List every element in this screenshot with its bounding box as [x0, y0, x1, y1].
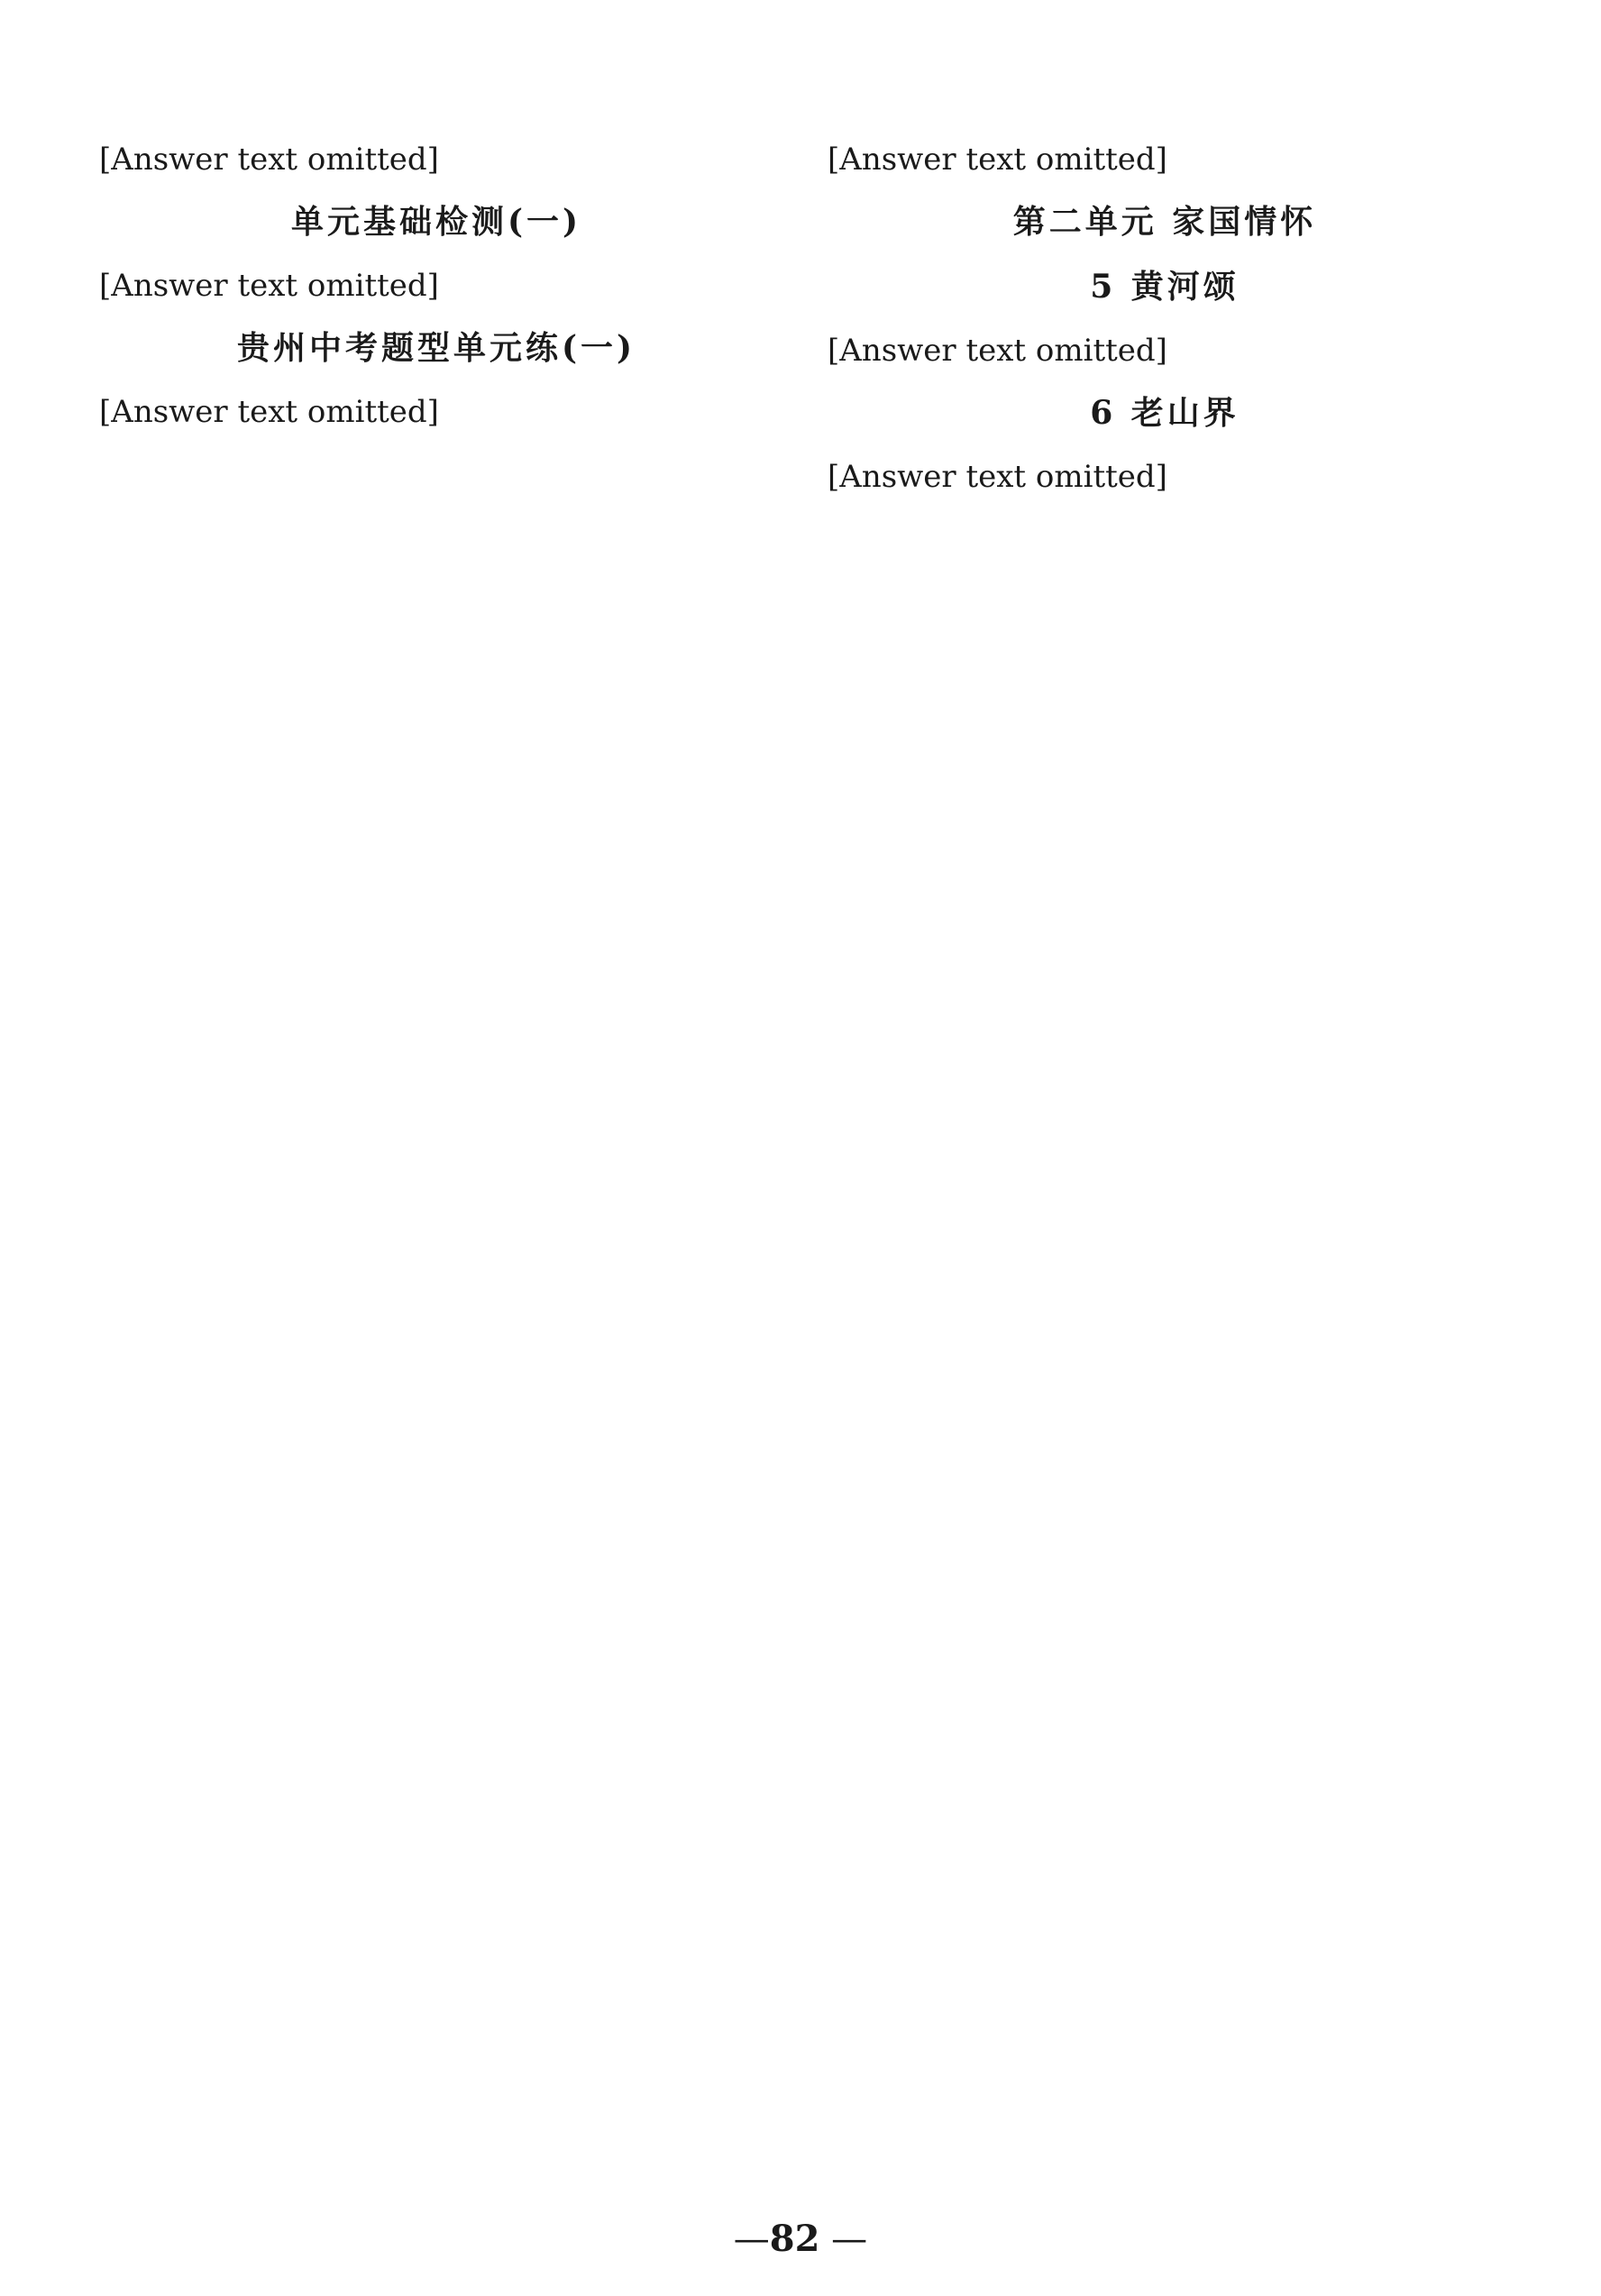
two-column-body — [99, 135, 1502, 510]
paragraph: [Answer text omitted] — [828, 142, 1167, 178]
paragraph: [Answer text omitted] — [828, 332, 1167, 369]
section-heading: 贵州中考题型单元练(一) — [236, 329, 636, 368]
lesson-heading: 6 老山界 — [1090, 393, 1240, 432]
paragraph: [Answer text omitted] — [99, 267, 439, 304]
paragraph: [Answer text omitted] — [99, 142, 439, 178]
lesson-heading: 5 黄河颂 — [1090, 267, 1240, 306]
section-heading: 单元基础检测(一) — [290, 203, 582, 242]
right-column — [828, 135, 1502, 510]
paragraph: [Answer text omitted] — [828, 458, 1167, 495]
paragraph: [Answer text omitted] — [99, 393, 439, 430]
page-number: — 82 — — [0, 2218, 1601, 2260]
left-column — [99, 135, 773, 510]
unit-heading: 第二单元 家国情怀 — [1012, 203, 1317, 242]
